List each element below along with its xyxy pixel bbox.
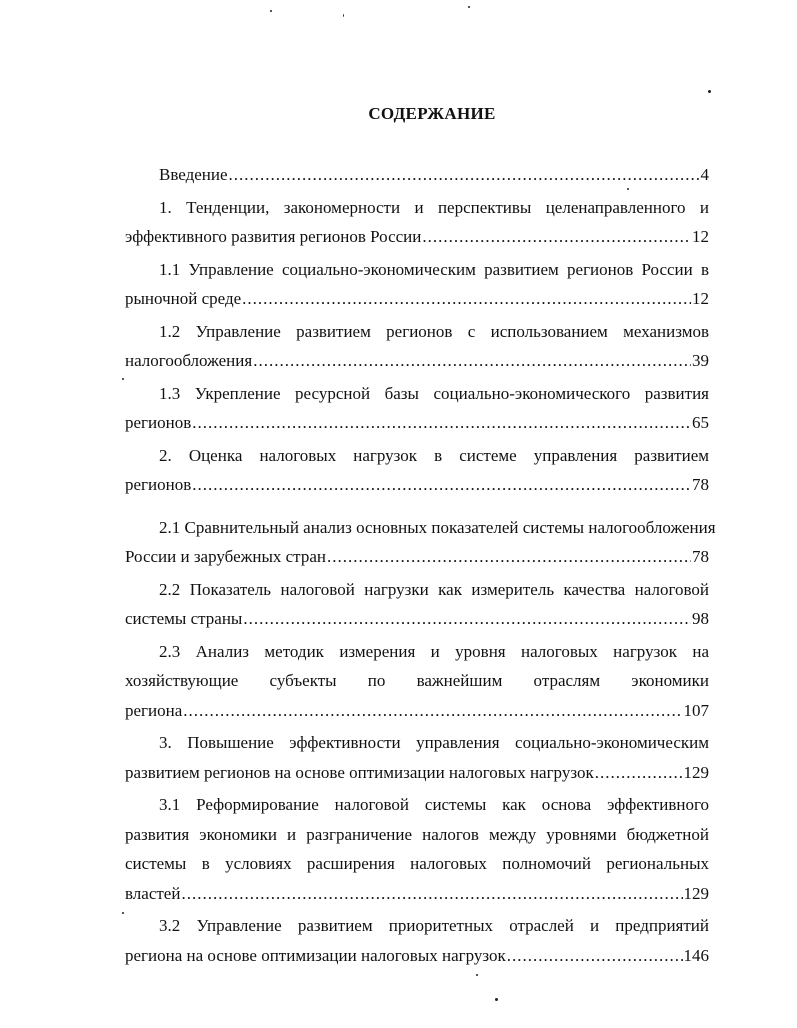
dot-leader (242, 284, 691, 314)
scan-speck (708, 90, 711, 93)
toc-entry-text: регионов (125, 413, 192, 432)
toc-entry-line: 2. Оценка налоговых нагрузок в системе управления развитием (159, 445, 709, 465)
toc-entry[interactable] (125, 255, 709, 314)
toc-entry-text: рыночной среде (125, 289, 242, 308)
toc-page-number: 107 (683, 700, 709, 720)
scan-speck (270, 10, 272, 12)
toc-page-number: 129 (683, 762, 709, 782)
toc-entry-text: Введение (159, 165, 228, 184)
dot-leader (243, 604, 691, 634)
dot-leader (253, 346, 691, 376)
toc-entry[interactable] (125, 379, 709, 438)
toc-entry[interactable] (125, 637, 709, 726)
toc-page-number: 78 (692, 475, 709, 494)
toc-entry-last-line (125, 604, 709, 634)
toc-entry-line: 1. Тенденции, закономерности и перспективы целенаправленного и (159, 197, 709, 217)
toc-entry-line: 2.1 Сравнительный анализ основных показателей системы налогообложения (159, 517, 716, 537)
scan-speck (495, 998, 498, 1001)
toc-entry[interactable] (125, 911, 709, 970)
toc-entry-last-line (125, 696, 709, 726)
toc-entry-line: развития экономики и разграничение налогов между уровнями бюджетной (125, 824, 709, 844)
toc-page-number: 39 (692, 351, 709, 370)
toc-page-number: 98 (692, 609, 709, 628)
toc-entry[interactable] (125, 193, 709, 252)
dot-leader (595, 758, 683, 788)
toc-entry-text: системы страны (125, 609, 243, 628)
toc-entry[interactable] (125, 441, 709, 500)
toc-entry-last-line (125, 346, 709, 376)
toc-entry-line: 2.3 Анализ методик измерения и уровня налоговых нагрузок на (159, 641, 709, 661)
toc-entry-last-line (125, 470, 709, 500)
toc-entry-line: 3.1 Реформирование налоговой системы как основа эффективного (159, 795, 709, 814)
scan-speck (343, 14, 344, 17)
toc-entry-last-line (125, 542, 709, 572)
toc-entry[interactable] (125, 790, 709, 908)
toc-entry-line: системы в условиях расширения налоговых полномочий региональных (125, 854, 709, 873)
toc-entry-last-line (125, 160, 709, 190)
dot-leader (229, 160, 700, 190)
toc-entry-text: налогообложения (125, 351, 253, 370)
toc-entry-last-line (125, 408, 709, 438)
toc-page-number: 146 (683, 945, 709, 965)
toc-entry-line: 2.2 Показатель налоговой нагрузки как измеритель качества налоговой (159, 579, 709, 599)
toc-entry-line: 1.3 Укрепление ресурсной базы социально-экономического развития (159, 383, 709, 403)
toc-entry-text: регионов (125, 475, 192, 494)
table-of-contents (125, 160, 716, 970)
toc-entry-last-line (125, 284, 709, 314)
toc-entry-last-line (125, 879, 709, 909)
toc-entry-text: региона на основе оптимизации налоговых нагрузок (125, 945, 506, 965)
toc-entry-text: России и зарубежных стран (125, 547, 326, 566)
toc-entry[interactable] (125, 728, 709, 787)
toc-page-number: 129 (683, 883, 709, 903)
toc-page-number: 12 (692, 227, 709, 246)
toc-entry-last-line (125, 758, 709, 788)
dot-leader (181, 879, 682, 909)
toc-entry[interactable] (125, 317, 709, 376)
page-title: СОДЕРЖАНИЕ (368, 104, 496, 123)
toc-entry-text: развитием регионов на основе оптимизации налоговых нагрузок (125, 762, 594, 782)
toc-entry-text: региона (125, 700, 183, 720)
dot-leader (192, 470, 691, 500)
toc-entry[interactable] (125, 160, 709, 190)
scan-speck (627, 188, 629, 190)
toc-page-number: 12 (692, 289, 709, 308)
toc-entry[interactable] (125, 513, 716, 572)
toc-entry-line: 1.1 Управление социально-экономическим развитием регионов России в (159, 259, 709, 279)
toc-page-number: 78 (692, 547, 709, 566)
toc-entry[interactable] (125, 575, 709, 634)
dot-leader (327, 542, 691, 572)
dot-leader (183, 696, 682, 726)
scan-speck (122, 378, 124, 380)
toc-entry-text: эффективного развития регионов России (125, 227, 422, 246)
toc-entry-line: 3.2 Управление развитием приоритетных отраслей и предприятий (159, 916, 709, 935)
toc-entry-last-line (125, 222, 709, 252)
toc-page-number: 65 (692, 413, 709, 432)
toc-entry-text: властей (125, 883, 181, 903)
toc-entry-line: хозяйствующие субъекты по важнейшим отраслям экономики (125, 671, 709, 690)
dot-leader (422, 222, 691, 252)
scan-speck (476, 974, 478, 976)
scan-speck (468, 6, 470, 8)
toc-page-number: 4 (700, 165, 709, 184)
toc-entry-line: 3. Повышение эффективности управления социально-экономическим (159, 733, 709, 752)
dot-leader (192, 408, 691, 438)
toc-entry-line: 1.2 Управление развитием регионов с использованием механизмов (159, 321, 709, 341)
dot-leader (507, 941, 683, 971)
toc-entry-last-line (125, 941, 709, 971)
scan-speck (122, 912, 124, 914)
